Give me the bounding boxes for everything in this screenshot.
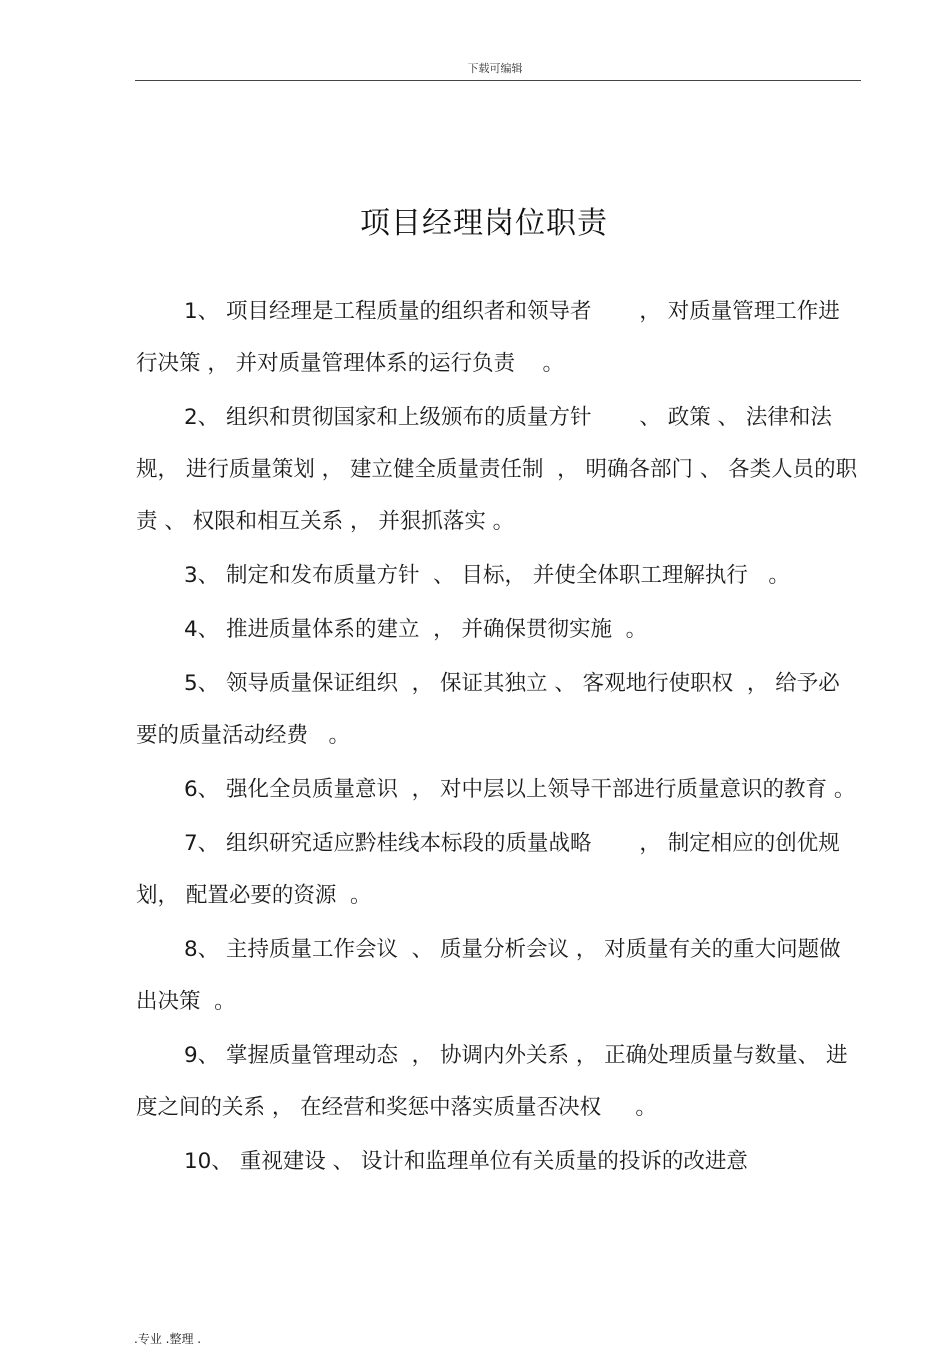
duty-item-5: 5、 领导质量保证组织 ， 保证其独立 、 客观地行使职权 ， 给予必要的质量活动经费 。 [136, 671, 840, 748]
header-divider [135, 80, 861, 81]
document-title: 项目经理岗位职责 [360, 206, 608, 242]
duty-item-7: 7、 组织研究适应黔桂线本标段的质量战略 ， 制定相应的创优规划， 配置必要的资源 。 [136, 831, 840, 908]
document-body [136, 286, 860, 1190]
duty-item-8: 8、 主持质量工作会议 、 质量分析会议 ， 对质量有关的重大问题做出决策 。 [136, 937, 841, 1014]
duty-item-4: 4、 推进质量体系的建立 ， 并确保贯彻实施 。 [184, 617, 648, 642]
duty-item-1: 1、 项目经理是工程质量的组织者和领导者 ， 对质量管理工作进行决策 ， 并对质量管理体系的运行负责 。 [136, 299, 840, 376]
duty-item-9: 9、 掌握质量管理动态 ， 协调内外关系 ， 正确处理质量与数量、 进度之间的关系 ， 在经营和奖惩中落实质量否决权 。 [136, 1043, 848, 1120]
page-header-text: 下载可编辑 [467, 62, 523, 75]
duty-item-2: 2、 组织和贯彻国家和上级颁布的质量方针 、 政策 、 法律和法规， 进行质量策划 ， 建立健全质量责任制 ， 明确各部门 、 各类人员的职责 、 权限和相互关系 ， 并狠抓落实 。 [136, 405, 858, 534]
page-footer-text: .专业 .整理 . [134, 1332, 202, 1346]
duty-item-10: 10、 重视建设 、 设计和监理单位有关质量的投诉的改进意 [184, 1149, 748, 1174]
duty-item-3: 3、 制定和发布质量方针 、 目标， 并使全体职工理解执行 。 [184, 563, 790, 588]
duty-item-6: 6、 强化全员质量意识 ， 对中层以上领导干部进行质量意识的教育 。 [184, 777, 856, 802]
